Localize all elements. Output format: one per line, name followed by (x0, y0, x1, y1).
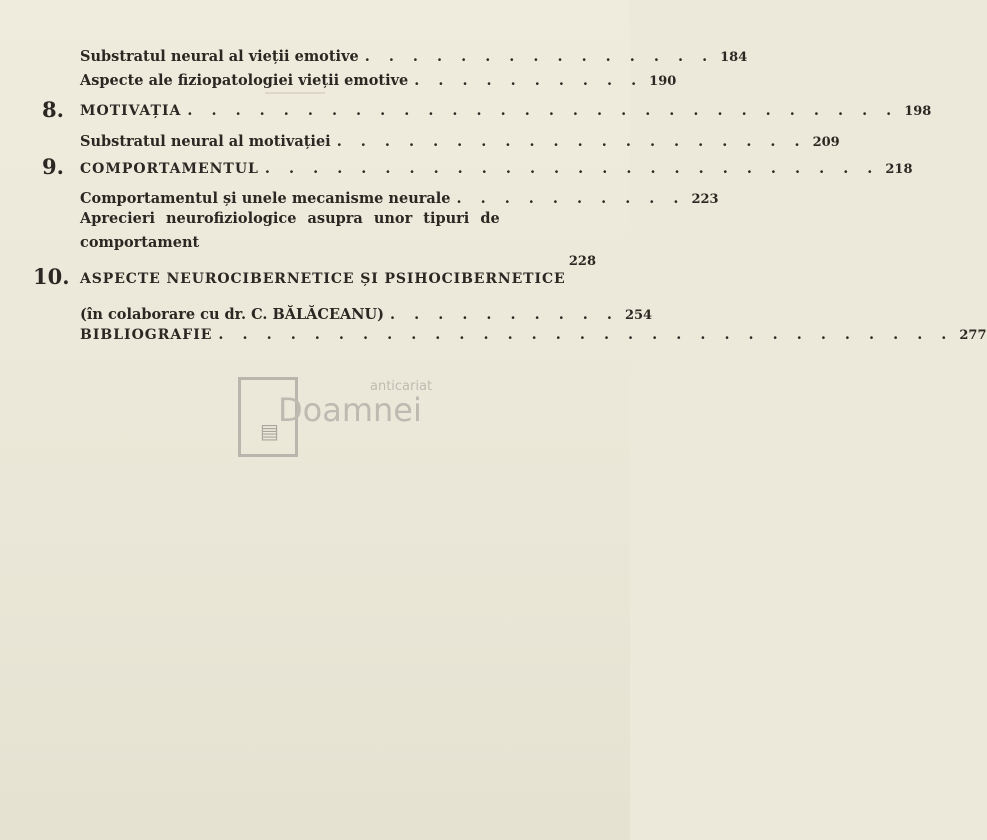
chapter-title: MOTIVAȚIA (80, 103, 182, 119)
dot-leader (205, 234, 563, 251)
toc-chapter-entry (80, 160, 913, 178)
watermark-big-text: Doamnei (278, 391, 422, 429)
toc-page-number: 277 (959, 328, 987, 343)
dot-leader: . . . . . . . . . . (390, 306, 619, 323)
dot-leader: . . . . . . . . . . . . . . . . . . . . . . . . . . . . . . (187, 102, 899, 119)
toc-page-number: 190 (649, 74, 677, 89)
toc-page-number: 198 (904, 104, 932, 119)
toc-chapter-subtitle-entry (80, 306, 653, 324)
toc-entry-text: Comportamentul și unele mecanisme neurale (80, 190, 451, 207)
toc-entry-text: Aspecte ale fiziopatologiei vieții emotive (80, 72, 409, 89)
bleed-through-line (265, 92, 325, 94)
toc-page-number: 228 (568, 254, 596, 269)
toc-chapter-entry (80, 102, 932, 120)
watermark-small-text: anticariat (370, 379, 433, 394)
bibliography-title: BIBLIOGRAFIE (80, 327, 213, 343)
book-stack-icon: ▤ (260, 419, 279, 443)
dot-leader: . . . . . . . . . . (456, 190, 686, 207)
toc-entry-text-line2: comportament (80, 234, 200, 251)
toc-entry-text-line1: Aprecieri neurofiziologice asupra unor tipuri de (80, 210, 500, 227)
toc-chapter-entry (80, 326, 987, 344)
dot-leader: . . . . . . . . . . (414, 72, 644, 89)
chapter-number: 8. (42, 97, 64, 122)
toc-entry (80, 133, 840, 151)
toc-page-number: 209 (812, 135, 840, 150)
toc-page-number: 184 (720, 50, 748, 65)
dot-leader: . . . . . . . . . . . . . . . (364, 48, 715, 65)
toc-entry-text: Substratul neural al motivației (80, 133, 331, 150)
chapter-title: COMPORTAMENTUL (80, 161, 259, 177)
toc-entry-text: Substratul neural al vieții emotive (80, 48, 359, 65)
toc-entry (80, 234, 596, 269)
toc-entry (80, 72, 677, 90)
toc-page-number: 254 (624, 308, 653, 323)
dot-leader: . . . . . . . . . . . . . . . . . . . . . . . . . . (264, 160, 880, 177)
toc-page-number: 223 (691, 192, 719, 207)
chapter-subtitle: (în colaborare cu dr. C. BĂLĂCEANU) (80, 306, 385, 323)
toc-page-number: 218 (885, 162, 913, 177)
dot-leader: . . . . . . . . . . . . . . . . . . . . . . . . . . . . . . . (218, 326, 954, 343)
dot-leader: . . . . . . . . . . . . . . . . . . . . (336, 133, 807, 150)
watermark (238, 377, 508, 461)
chapter-title: ASPECTE NEUROCIBERNETICE ȘI PSIHOCIBERNETICE (80, 271, 566, 287)
chapter-number: 9. (42, 154, 64, 179)
chapter-number: 10. (33, 264, 70, 289)
toc-entry (80, 190, 719, 208)
toc-entry (80, 48, 748, 66)
